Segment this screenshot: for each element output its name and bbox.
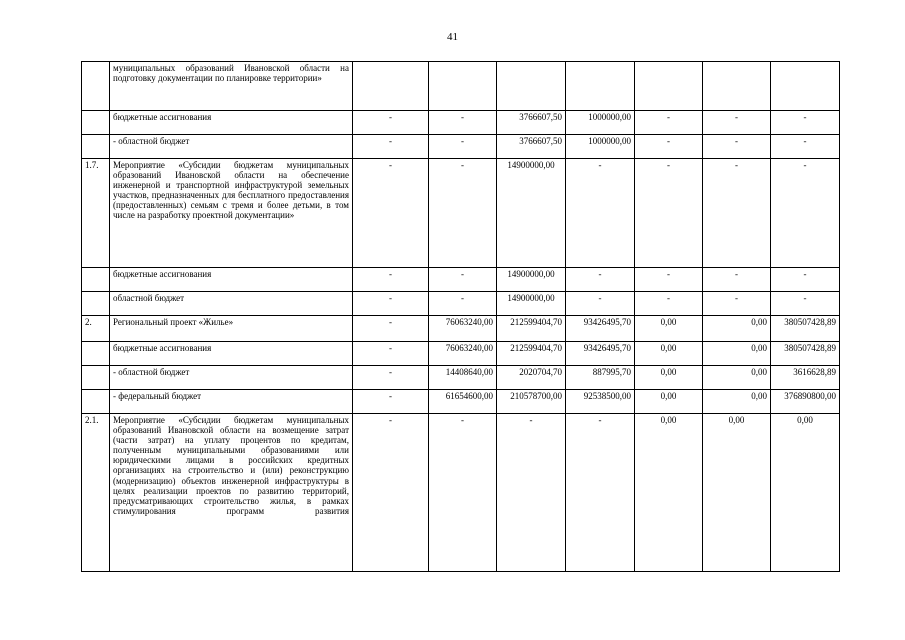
value-cell bbox=[566, 62, 635, 111]
table-row bbox=[82, 111, 840, 135]
value-cell: 2020704,70 bbox=[497, 366, 566, 390]
value-cell: - bbox=[771, 268, 840, 292]
row-description: Мероприятие «Субсидии бюджетам муниципальных образований Ивановской области на обеспечение инженерной и транспортной инфраструктурой земельных участков, предназначенных для бесплатного предоставления (предоставленных) семьям с тремя и более детьми, в том числе на разработку проектной документации» bbox=[110, 159, 353, 268]
row-description: - областной бюджет bbox=[110, 366, 353, 390]
value-cell: - bbox=[703, 111, 771, 135]
value-cell: 61654600,00 bbox=[429, 390, 497, 414]
value-cell: 93426495,70 bbox=[566, 342, 635, 366]
value-cell: - bbox=[429, 268, 497, 292]
value-cell: - bbox=[771, 111, 840, 135]
value-cell: - bbox=[771, 135, 840, 159]
value-cell bbox=[353, 62, 429, 111]
value-cell: - bbox=[635, 159, 703, 268]
value-cell: - bbox=[703, 292, 771, 316]
value-cell: 0,00 bbox=[771, 414, 840, 572]
value-cell: 380507428,89 bbox=[771, 316, 840, 342]
value-cell: - bbox=[353, 159, 429, 268]
value-cell: 14900000,00 bbox=[497, 159, 566, 268]
value-cell: - bbox=[353, 316, 429, 342]
value-cell: 92538500,00 bbox=[566, 390, 635, 414]
value-cell: 93426495,70 bbox=[566, 316, 635, 342]
table-row bbox=[82, 414, 840, 572]
value-cell: 76063240,00 bbox=[429, 316, 497, 342]
value-cell: 76063240,00 bbox=[429, 342, 497, 366]
value-cell: 0,00 bbox=[635, 366, 703, 390]
row-number: 2.1. bbox=[82, 414, 110, 572]
value-cell: - bbox=[566, 268, 635, 292]
value-cell: - bbox=[353, 292, 429, 316]
value-cell: - bbox=[771, 292, 840, 316]
value-cell: 0,00 bbox=[703, 342, 771, 366]
value-cell: - bbox=[635, 111, 703, 135]
value-cell: - bbox=[635, 268, 703, 292]
table-row bbox=[82, 390, 840, 414]
value-cell: 0,00 bbox=[635, 390, 703, 414]
value-cell: 887995,70 bbox=[566, 366, 635, 390]
value-cell: 212599404,70 bbox=[497, 316, 566, 342]
value-cell: 3766607,50 bbox=[497, 135, 566, 159]
table-row bbox=[82, 268, 840, 292]
value-cell: 0,00 bbox=[635, 414, 703, 572]
value-cell: 0,00 bbox=[703, 390, 771, 414]
row-number: 1.7. bbox=[82, 159, 110, 268]
row-description: бюджетные ассигнования bbox=[110, 111, 353, 135]
row-description: бюджетные ассигнования bbox=[110, 342, 353, 366]
row-description: муниципальных образований Ивановской области на подготовку документации по планировке территории» bbox=[110, 62, 353, 111]
value-cell: - bbox=[353, 390, 429, 414]
value-cell: 1000000,00 bbox=[566, 111, 635, 135]
value-cell: - bbox=[771, 159, 840, 268]
value-cell: - bbox=[353, 342, 429, 366]
value-cell: 380507428,89 bbox=[771, 342, 840, 366]
table-row bbox=[82, 135, 840, 159]
value-cell: - bbox=[429, 111, 497, 135]
value-cell: - bbox=[703, 268, 771, 292]
value-cell: 210578700,00 bbox=[497, 390, 566, 414]
table-row bbox=[82, 62, 840, 111]
value-cell: 14408640,00 bbox=[429, 366, 497, 390]
value-cell: - bbox=[703, 135, 771, 159]
value-cell: 0,00 bbox=[635, 316, 703, 342]
row-description: областной бюджет bbox=[110, 292, 353, 316]
row-number bbox=[82, 268, 110, 292]
table-row bbox=[82, 342, 840, 366]
table-row bbox=[82, 366, 840, 390]
value-cell: - bbox=[635, 292, 703, 316]
value-cell: - bbox=[353, 414, 429, 572]
row-description: бюджетные ассигнования bbox=[110, 268, 353, 292]
value-cell: - bbox=[353, 366, 429, 390]
value-cell: 0,00 bbox=[703, 316, 771, 342]
value-cell: 0,00 bbox=[703, 366, 771, 390]
value-cell: 1000000,00 bbox=[566, 135, 635, 159]
row-number: 2. bbox=[82, 316, 110, 342]
row-number bbox=[82, 390, 110, 414]
value-cell: - bbox=[566, 159, 635, 268]
value-cell: - bbox=[635, 135, 703, 159]
value-cell: 3616628,89 bbox=[771, 366, 840, 390]
value-cell: 376890800,00 bbox=[771, 390, 840, 414]
value-cell: - bbox=[566, 414, 635, 572]
row-number bbox=[82, 135, 110, 159]
value-cell: 0,00 bbox=[635, 342, 703, 366]
value-cell bbox=[429, 62, 497, 111]
value-cell: - bbox=[353, 111, 429, 135]
value-cell: - bbox=[703, 159, 771, 268]
value-cell: - bbox=[429, 414, 497, 572]
value-cell bbox=[703, 62, 771, 111]
value-cell: 212599404,70 bbox=[497, 342, 566, 366]
table-row bbox=[82, 316, 840, 342]
budget-table bbox=[81, 61, 840, 572]
row-number bbox=[82, 62, 110, 111]
row-number bbox=[82, 111, 110, 135]
row-number bbox=[82, 292, 110, 316]
value-cell: 14900000,00 bbox=[497, 268, 566, 292]
page-number: 41 bbox=[447, 31, 458, 43]
row-description: - областной бюджет bbox=[110, 135, 353, 159]
value-cell bbox=[635, 62, 703, 111]
row-description: Мероприятие «Субсидии бюджетам муниципальных образований Ивановской области на возмещение затрат (части затрат) на уплату процентов по кредитам, полученным муниципальными образованиями или юридическими лицами в российских кредитных организациях на строительство и (или) реконструкцию (модернизацию) объектов инженерной инфраструктуры в целях реализации проектов по развитию территорий, предусматривающих строительство жилья, в рамках стимулирования программ развития bbox=[110, 414, 353, 572]
table-row bbox=[82, 159, 840, 268]
row-number bbox=[82, 366, 110, 390]
row-number bbox=[82, 342, 110, 366]
value-cell bbox=[497, 62, 566, 111]
value-cell: 3766607,50 bbox=[497, 111, 566, 135]
table-row bbox=[82, 292, 840, 316]
value-cell: 0,00 bbox=[703, 414, 771, 572]
row-description: - федеральный бюджет bbox=[110, 390, 353, 414]
value-cell: - bbox=[429, 135, 497, 159]
value-cell: - bbox=[566, 292, 635, 316]
value-cell bbox=[771, 62, 840, 111]
row-description: Региональный проект «Жилье» bbox=[110, 316, 353, 342]
value-cell: - bbox=[429, 159, 497, 268]
value-cell: - bbox=[429, 292, 497, 316]
value-cell: 14900000,00 bbox=[497, 292, 566, 316]
value-cell: - bbox=[353, 135, 429, 159]
value-cell: - bbox=[497, 414, 566, 572]
value-cell: - bbox=[353, 268, 429, 292]
